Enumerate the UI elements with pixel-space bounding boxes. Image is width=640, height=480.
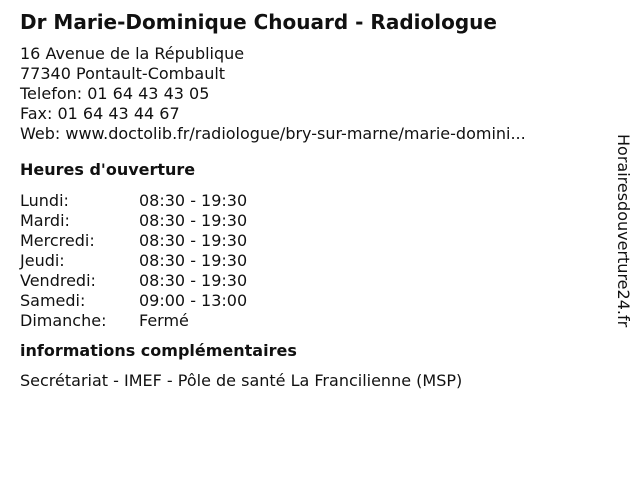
hours-value: Fermé: [139, 311, 189, 330]
additional-information-text: Secrétariat - IMEF - Pôle de santé La Francilienne (MSP): [20, 371, 463, 390]
address-line-1: 16 Avenue de la République: [20, 44, 245, 63]
hours-row-mercredi: [20, 231, 600, 251]
hours-value: 08:30 - 19:30: [139, 191, 248, 210]
hours-value: 08:30 - 19:30: [139, 211, 248, 230]
hours-row-vendredi: [20, 271, 600, 291]
contact-details: [20, 44, 600, 144]
address-line-2: 77340 Pontault-Combault: [20, 64, 226, 83]
page-title: Dr Marie-Dominique Chouard - Radiologue: [20, 10, 497, 34]
day-label: Lundi:: [20, 191, 69, 210]
day-label: Mercredi:: [20, 231, 95, 250]
hours-row-samedi: [20, 291, 600, 311]
day-label: Mardi:: [20, 211, 70, 230]
hours-row-mardi: [20, 211, 600, 231]
day-label: Vendredi:: [20, 271, 96, 290]
day-label: Jeudi:: [20, 251, 65, 270]
phone-number: Telefon: 01 64 43 43 05: [20, 84, 210, 103]
practice-info-card: [20, 10, 600, 391]
additional-information-heading: informations complémentaires: [20, 341, 297, 360]
hours-value: 09:00 - 13:00: [139, 291, 248, 310]
hours-row-jeudi: [20, 251, 600, 271]
hours-row-lundi: [20, 191, 600, 211]
hours-value: 08:30 - 19:30: [139, 231, 248, 250]
day-label: Dimanche:: [20, 311, 107, 330]
fax-number: Fax: 01 64 43 44 67: [20, 104, 180, 123]
opening-hours-heading: Heures d'ouverture: [20, 160, 196, 179]
website-link[interactable]: Web: www.doctolib.fr/radiologue/bry-sur-marne/marie-domini...: [20, 124, 526, 143]
site-brand-vertical: Horairesdouverture24.fr: [614, 134, 633, 328]
day-label: Samedi:: [20, 291, 86, 310]
hours-value: 08:30 - 19:30: [139, 271, 248, 290]
hours-value: 08:30 - 19:30: [139, 251, 248, 270]
hours-row-dimanche: [20, 311, 600, 331]
opening-hours-table: [20, 191, 600, 331]
